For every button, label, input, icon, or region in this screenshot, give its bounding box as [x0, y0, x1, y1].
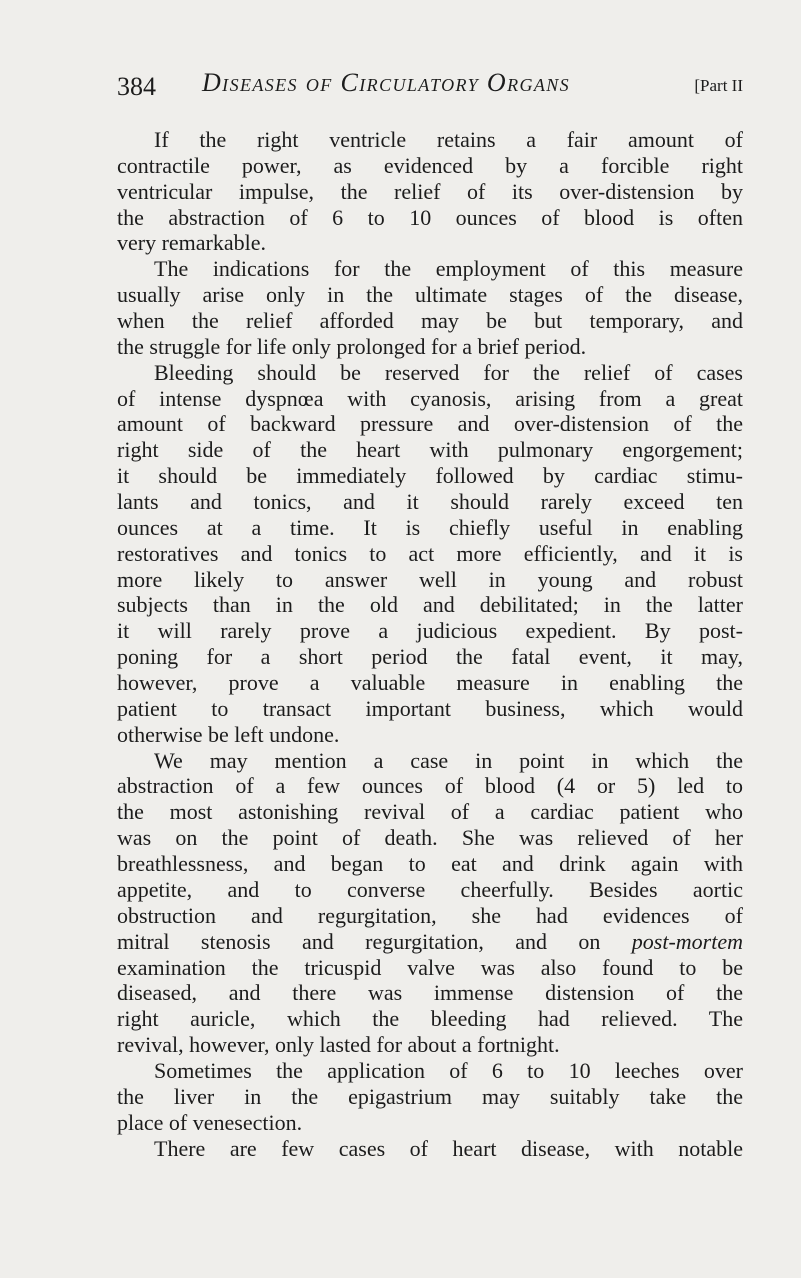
text-line: the abstraction of 6 to 10 ounces of blood is often	[117, 204, 743, 230]
text-line: the most astonishing revival of a cardiac patient who	[117, 799, 743, 825]
italic-term: post-mortem	[631, 928, 743, 954]
text-line: Sometimes the application of 6 to 10 leeches over	[154, 1057, 743, 1083]
text-line: If the right ventricle retains a fair amount of	[154, 127, 743, 152]
text-line: subjects than in the old and debilitated; in the latter	[117, 592, 743, 618]
text-line	[117, 929, 743, 955]
page-header	[117, 68, 743, 108]
text-line: There are few cases of heart disease, with notable	[154, 1135, 743, 1161]
text-line: right auricle, which the bleeding had relieved. The	[117, 1006, 743, 1032]
text-line: lants and tonics, and it should rarely exceed ten	[117, 489, 743, 515]
text-line: Bleeding should be reserved for the relief of cases	[154, 359, 743, 385]
text-line: it should be immediately followed by cardiac stimu-	[117, 463, 743, 489]
text-line: patient to transact important business, which would	[117, 695, 743, 721]
part-label: [Part II	[694, 76, 743, 95]
text-line: We may mention a case in point in which the	[154, 747, 743, 773]
text-line: however, prove a valuable measure in enabling the	[117, 670, 743, 696]
text-line: diseased, and there was immense distension of the	[117, 980, 743, 1006]
text-line: examination the tricuspid valve was also found to be	[117, 954, 743, 980]
text-line: poning for a short period the fatal event, it may,	[117, 644, 743, 670]
text-line: breathlessness, and began to eat and drink again with	[117, 851, 743, 877]
text-line: usually arise only in the ultimate stages of the disease,	[117, 282, 743, 308]
text-line: the struggle for life only prolonged for a brief period.	[117, 333, 587, 359]
body-text	[117, 127, 743, 1161]
text-line: the liver in the epigastrium may suitably take the	[117, 1083, 743, 1109]
text-line: contractile power, as evidenced by a forcible right	[117, 152, 743, 178]
text-line: appetite, and to converse cheerfully. Besides aortic	[117, 876, 743, 902]
running-title: Diseases of Circulatory Organs	[202, 68, 571, 97]
text-segment: mitral stenosis and regurgitation, and on	[117, 928, 632, 954]
text-line: ounces at a time. It is chiefly useful in enabling	[117, 514, 743, 540]
text-line: otherwise be left undone.	[117, 721, 340, 747]
text-line: place of venesection.	[117, 1109, 303, 1135]
text-line: restoratives and tonics to act more efficiently, and it is	[117, 540, 743, 566]
text-line: of intense dyspnœa with cyanosis, arising from a great	[117, 385, 743, 411]
text-line: was on the point of death. She was relieved of her	[117, 825, 743, 851]
text-line: amount of backward pressure and over-distension of the	[117, 411, 743, 437]
text-line: when the relief afforded may be but temporary, and	[117, 308, 743, 334]
text-line: it will rarely prove a judicious expedient. By post-	[117, 618, 743, 644]
page-number: 384	[117, 72, 156, 101]
text-line: obstruction and regurgitation, she had evidences of	[117, 902, 743, 928]
text-line: The indications for the employment of this measure	[154, 256, 743, 282]
text-line: ventricular impulse, the relief of its over-distension by	[117, 178, 743, 204]
text-line: very remarkable.	[117, 230, 267, 256]
text-line: abstraction of a few ounces of blood (4 or 5) led to	[117, 773, 743, 799]
text-line: more likely to answer well in young and robust	[117, 566, 743, 592]
text-line: revival, however, only lasted for about a fortnight.	[117, 1032, 560, 1058]
text-line: right side of the heart with pulmonary engorgement;	[117, 437, 743, 463]
